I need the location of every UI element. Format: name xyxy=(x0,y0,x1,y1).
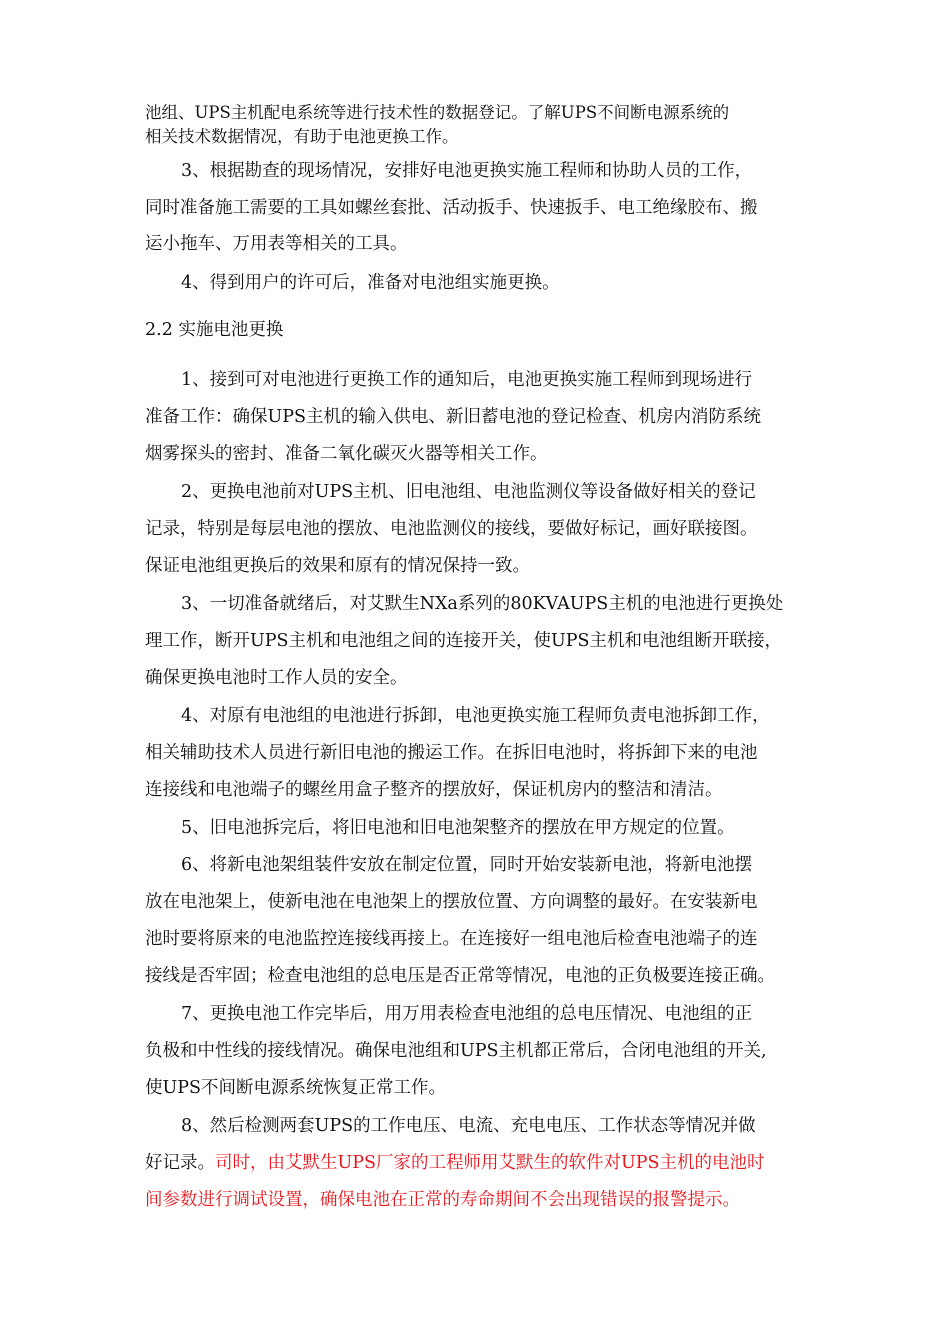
paragraph-line: 负极和中性线的接线情况。确保电池组和UPS主机都正常后，合闭电池组的开关, xyxy=(145,1041,767,1061)
paragraph-line: 同时准备施工需要的工具如螺丝套批、活动扳手、快速扳手、电工绝缘胶布、搬 xyxy=(145,198,758,218)
paragraph-line: 8、然后检测两套UPS的工作电压、电流、充电电压、工作状态等情况并做 xyxy=(181,1116,756,1136)
paragraph-line: 池时要将原来的电池监控连接线再接上。在连接好一组电池后检查电池端子的连 xyxy=(145,929,758,949)
paragraph-line: 6、将新电池架组装件安放在制定位置，同时开始安装新电池，将新电池摆 xyxy=(181,855,753,875)
plain-text: 好记录。 xyxy=(145,1153,215,1173)
paragraph-line: 3、根据勘查的现场情况，安排好电池更换实施工程师和协助人员的工作， xyxy=(181,161,753,181)
paragraph-line: 放在电池架上，使新电池在电池架上的摆放位置、方向调整的最好。在安装新电 xyxy=(145,892,758,912)
paragraph-line: 相关技术数据情况，有助于电池更换工作。 xyxy=(145,127,459,146)
paragraph-line: 保证电池组更换后的效果和原有的情况保持一致。 xyxy=(145,556,530,576)
highlighted-text: 间参数进行调试设置，确保电池在正常的寿命期间不会出现错误的报警提示。 xyxy=(145,1190,740,1210)
paragraph-line: 理工作，断开UPS主机和电池组之间的连接开关，使UPS主机和电池组断开联接， xyxy=(145,631,783,651)
paragraph-line: 4、对原有电池组的电池进行拆卸，电池更换实施工程师负责电池拆卸工作， xyxy=(181,706,770,726)
paragraph-line: 确保更换电池时工作人员的安全。 xyxy=(145,668,408,688)
paragraph-line: 烟雾探头的密封、准备二氧化碳灭火器等相关工作。 xyxy=(145,444,548,464)
paragraph-line: 池组、UPS主机配电系统等进行技术性的数据登记。了解UPS不间断电源系统的 xyxy=(145,103,730,122)
section-heading: 2.2 实施电池更换 xyxy=(145,320,284,340)
paragraph-line: 7、更换电池工作完毕后，用万用表检查电池组的总电压情况、电池组的正 xyxy=(181,1004,753,1024)
paragraph-line: 使UPS不间断电源系统恢复正常工作。 xyxy=(145,1078,447,1098)
paragraph-line: 运小拖车、万用表等相关的工具。 xyxy=(145,234,408,254)
highlighted-text: 司时，由艾默生UPS厂家的工程师用艾默生的软件对UPS主机的电池时 xyxy=(215,1153,765,1173)
paragraph-line xyxy=(145,1152,765,1174)
paragraph-line: 连接线和电池端子的螺丝用盒子整齐的摆放好，保证机房内的整洁和清洁。 xyxy=(145,780,723,800)
paragraph-line: 4、得到用户的许可后，准备对电池组实施更换。 xyxy=(181,273,560,293)
paragraph-line: 3、一切准备就绪后，对艾默生NXa系列的80KVAUPS主机的电池进行更换处 xyxy=(181,594,784,614)
paragraph-line: 1、接到可对电池进行更换工作的通知后，电池更换实施工程师到现场进行 xyxy=(181,370,753,390)
paragraph-line: 5、旧电池拆完后，将旧电池和旧电池架整齐的摆放在甲方规定的位置。 xyxy=(181,818,735,838)
paragraph-line: 相关辅助技术人员进行新旧电池的搬运工作。在拆旧电池时，将拆卸下来的电池 xyxy=(145,743,758,763)
paragraph-line: 2、更换电池前对UPS主机、旧电池组、电池监测仪等设备做好相关的登记 xyxy=(181,482,756,502)
paragraph-line: 接线是否牢固；检查电池组的总电压是否正常等情况，电池的正负极要连接正确。 xyxy=(145,966,775,986)
paragraph-line: 准备工作：确保UPS主机的输入供电、新旧蓄电池的登记检查、机房内消防系统 xyxy=(145,407,762,427)
paragraph-line: 记录，特别是每层电池的摆放、电池监测仪的接线，要做好标记，画好联接图。 xyxy=(145,519,758,539)
